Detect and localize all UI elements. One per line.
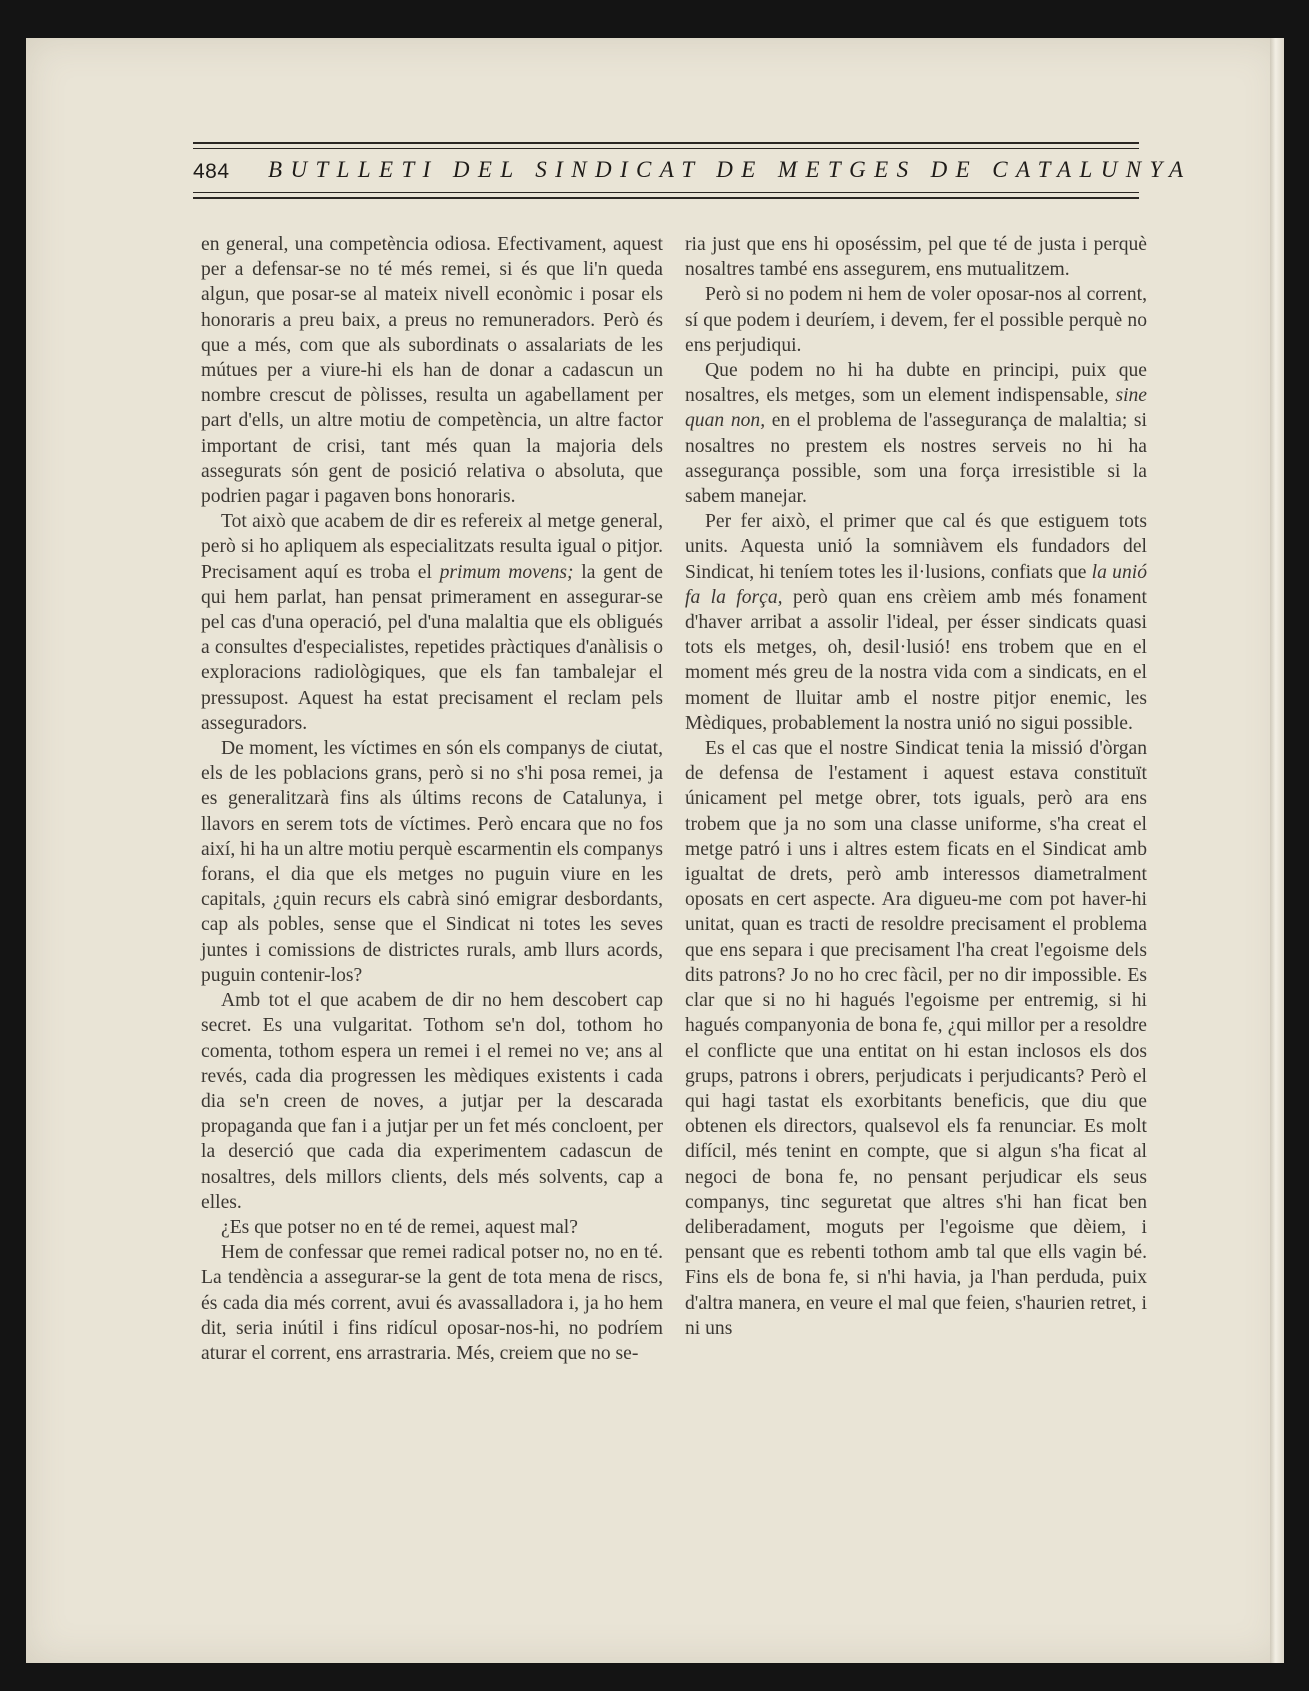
header-rule-bottom-1 (193, 192, 1139, 193)
motto-phrase: la unió fa la força, (685, 561, 1147, 608)
paragraph: Es el cas que el nostre Sindicat tenia la missió d'òrgan de defensa de l'estament i aquest estava constituït únicament pel metge obrer, tots iguals, però ara ens trobem que ja no som una classe uniforme, s'ha creat el metge patró i uns i altres estem ficats en el Sindicat amb igualtat de drets, però amb interessos diametralment oposats en cert aspecte. Ara digueu-me com pot haver-hi unitat, quan es tracti de resoldre precisament el problema que ens separa i que precisament l'ha creat l'egoisme dels dits patrons? Jo no ho crec fàcil, per no dir impossible. Es clar que si no hi hagués l'egoisme per entremig, si hi hagués companyonia de bona fe, ¿qui millor per a resoldre el conflicte que una entitat on hi estan inclosos els dos grups, patrons i obrers, perjudicats i perjudicants? Però el qui hagi tastat els exorbitants beneficis, que diu que obtenen els directors, qualsevol els fa renunciar. Es molt difícil, més tenint en compte, que si algun s'ha ficat al negoci de bona fe, no pensant perjudicar els seus companys, tinc seguretat que altres s'hi han ficat ben deliberadament, moguts per l'egoisme que dèiem, i pensant que es rebenti tothom amb tal que ells vagin bé. Fins els de bona fe, si n'hi havia, ja l'han perduda, puix d'altra manera, en veure el mal que feien, s'haurien retret, i ni uns (685, 738, 1147, 1339)
header-rule-top-2 (193, 148, 1139, 149)
text-column-left (201, 232, 663, 1366)
paragraph: De moment, les víctimes en són els companys de ciutat, els de les poblacions grans, però si no s'hi posa remei, ja es generalitzarà fins als últims recons de Catalunya, i llavors en serem tots de víctimes. Però encara que no fos així, hi ha un altre motiu perquè escarmentin els companys forans, el dia que els metges no puguin viure en les capitals, ¿quin recurs els cabrà sinó emigrar desbordants, cap als pobles, sense que el Sindicat ni totes les seves juntes i comissions de districtes rurals, amb llurs acords, puguin contenir-los? (201, 738, 663, 986)
page-number: 484 (193, 160, 230, 183)
paragraph-text: però quan ens crèiem amb més fonament d'haver arribat a assolir l'ideal, per ésser sindicats quasi tots els metges, oh, desil·lusió! ens trobem que en el moment més greu de la nostra vida com a sindicats, en el moment de lluitar amb el nostre pitjor enemic, les Mèdiques, probablement la nostra unió no sigui possible. (685, 586, 1147, 734)
facing-page-edge (1270, 38, 1284, 1663)
latin-phrase: sine quan non, (685, 385, 1147, 432)
paragraph: Però si no podem ni hem de voler oposar-nos al corrent, sí que podem i deuríem, i devem, fer el possible perquè no ens perjudiqui. (685, 284, 1147, 356)
paragraph: ria just que ens hi oposéssim, pel que té de justa i perquè nosaltres també ens assegurem, ens mutualitzem. (685, 234, 1147, 281)
header-rule-top-1 (193, 142, 1139, 144)
paragraph (201, 509, 663, 736)
paragraph: ¿Es que potser no en té de remei, aquest mal? (221, 1216, 578, 1238)
paragraph (685, 509, 1147, 736)
text-column-right (685, 232, 1147, 1341)
paragraph-text: Tot això que acabem de dir es refereix al metge general, però si ho apliquem als especialitzats resulta igual o pitjor. Precisament aquí es troba el (201, 511, 663, 583)
latin-phrase: primum movens; (439, 561, 574, 583)
paragraph-text: Que podem no hi ha dubte en principi, puix que nosaltres, els metges, som un element indispensable, (685, 360, 1147, 407)
running-head (193, 150, 1192, 190)
paragraph: Hem de confessar que remei radical potser no, no en té. La tendència a assegurar-se la gent de tota mena de riscs, és cada dia més corrent, avui és avassalladora i, ja ho hem dit, seria inútil i fins ridícul oposar-nos-hi, no podríem aturar el corrent, ens arrastraria. Més, creiem que no se- (201, 1242, 663, 1364)
paragraph: Amb tot el que acabem de dir no hem descobert cap secret. Es una vulgaritat. Tothom se'n dol, tothom ho comenta, tothom espera un remei i el remei no ve; ans al revés, cada dia progressen les mèdiques existents i cada dia se'n creen de noves, a jutjar per la descarada propaganda que fan i a jutjar per un fet més concloent, per la deserció que cada dia experimentem cadascun de nosaltres, dels millors clients, dels més solvents, cap a elles. (201, 990, 663, 1213)
paragraph-text: en el problema de l'assegurança de malaltia; si nosaltres no prestem els nostres serveis no hi ha assegurança possible, som una força irresistible si la sabem manejar. (685, 410, 1147, 508)
header-rule-bottom-2 (193, 197, 1139, 199)
paragraph: en general, una competència odiosa. Efectivament, aquest per a defensar-se no té més remei, si és que li'n queda algun, que posar-se al mateix nivell econòmic i posar els honoraris a preu baix, a preus no remuneradors. Però és que a més, com que als subordinats o assalariats de les mútues per a viure-hi els han de donar a cadascun un nombre crescut de pòlisses, resulta un agabellament per part d'ells, un altre motiu de competència, un altre factor important de crisi, tant més quan la majoria dels assegurats són gent de posició relativa o absoluta, que podrien pagar i pagaven bons honoraris. (201, 234, 663, 508)
paragraph-text: la gent de qui hem parlat, han pensat primerament en assegurar-se pel cas d'una operació, pel d'una malaltia que els obligués a consultes d'especialistes, repetides pràctiques d'anàlisis o exploracions radiològiques, que els fan tambalejar el pressupost. Aquest ha estat precisament el reclam pels asseguradors. (201, 561, 663, 734)
paragraph (685, 358, 1147, 509)
journal-title: BUTLLETI DEL SINDICAT DE METGES DE CATALUNYA (268, 157, 1192, 182)
paragraph-text: Per fer això, el primer que cal és que estiguem tots units. Aquesta unió la somniàvem els fundadors del Sindicat, hi teníem totes les il·lusions, confiats que (685, 511, 1147, 583)
